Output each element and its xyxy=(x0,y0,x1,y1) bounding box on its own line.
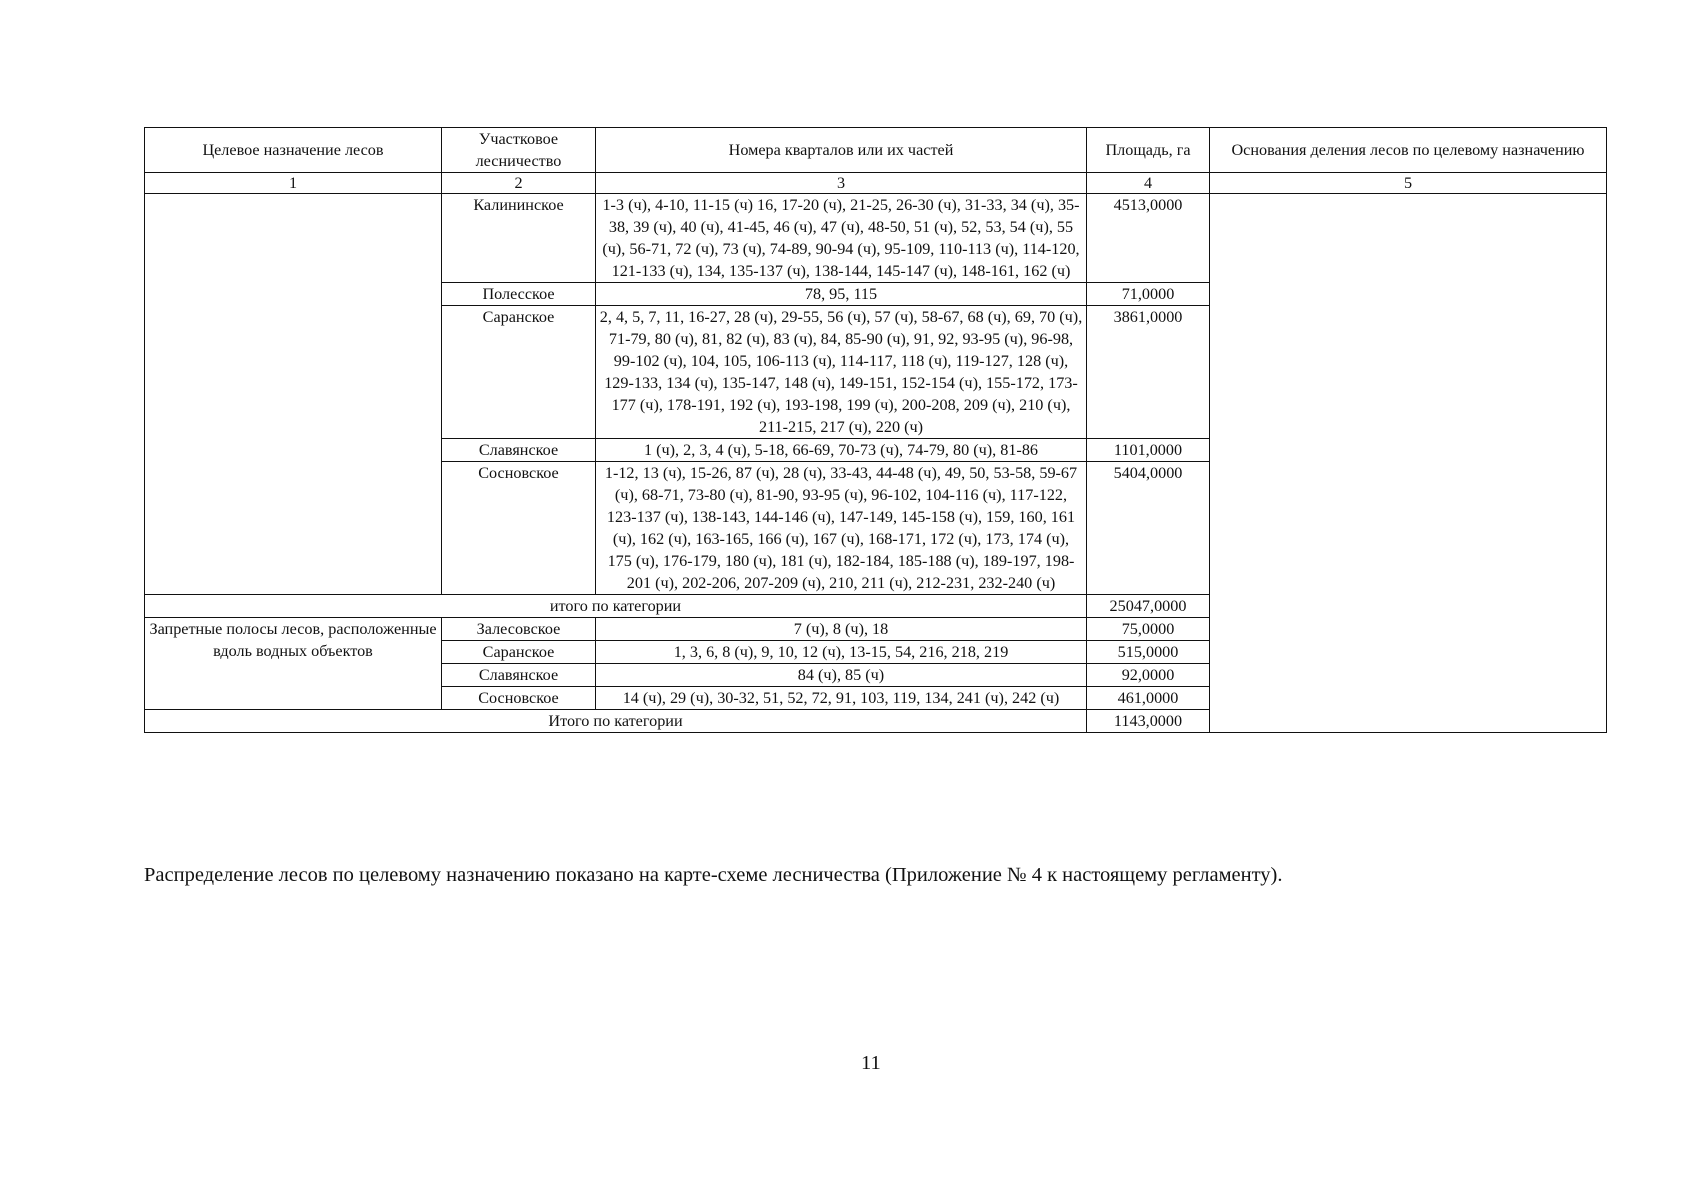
page-number: 11 xyxy=(861,1052,881,1074)
forestry-cell: Саранское xyxy=(442,306,596,439)
header-purpose: Целевое назначение лесов xyxy=(145,128,442,173)
header-forestry: Участковое лесничество xyxy=(442,128,596,173)
area-cell: 5404,0000 xyxy=(1087,462,1210,595)
column-number: 4 xyxy=(1087,173,1210,194)
quarters-cell: 78, 95, 115 xyxy=(596,283,1087,306)
area-cell: 515,0000 xyxy=(1087,641,1210,664)
forestry-cell: Калининское xyxy=(442,194,596,283)
header-area: Площадь, га xyxy=(1087,128,1210,173)
quarters-cell: 2, 4, 5, 7, 11, 16-27, 28 (ч), 29-55, 56 (ч), 57 (ч), 58-67, 68 (ч), 69, 70 (ч), 71-79, 80 (ч), 81, 82 (ч), 83 (ч), 84, 85-90 (ч), 91, 92, 93-95 (ч), 96-98, 99-102 (ч), 104, 105, 106-113 (ч), 114-117, 118 (ч), 119-127, 128 (ч), 129-133, 134 (ч), 135-147, 148 (ч), 149-151, 152-154 (ч), 155-172, 173-177 (ч), 178-191, 192 (ч), 193-198, 199 (ч), 200-208, 209 (ч), 210 (ч), 211-215, 217 (ч), 220 (ч) xyxy=(596,306,1087,439)
quarters-cell: 84 (ч), 85 (ч) xyxy=(596,664,1087,687)
forestry-cell: Сосновское xyxy=(442,687,596,710)
column-number-row xyxy=(145,173,1607,194)
quarters-cell: 1 (ч), 2, 3, 4 (ч), 5-18, 66-69, 70-73 (ч), 74-79, 80 (ч), 81-86 xyxy=(596,439,1087,462)
forestry-cell: Славянское xyxy=(442,664,596,687)
forestry-cell: Залесовское xyxy=(442,618,596,641)
total-area: 1143,0000 xyxy=(1087,710,1210,733)
area-cell: 4513,0000 xyxy=(1087,194,1210,283)
total-area: 25047,0000 xyxy=(1087,595,1210,618)
area-cell: 1101,0000 xyxy=(1087,439,1210,462)
header-row xyxy=(145,128,1607,173)
header-basis: Основания деления лесов по целевому назначению xyxy=(1210,128,1607,173)
quarters-cell: 1, 3, 6, 8 (ч), 9, 10, 12 (ч), 13-15, 54, 216, 218, 219 xyxy=(596,641,1087,664)
table-row xyxy=(145,194,1607,283)
column-number: 3 xyxy=(596,173,1087,194)
basis-cell xyxy=(1210,194,1607,733)
area-cell: 71,0000 xyxy=(1087,283,1210,306)
forest-purpose-table xyxy=(144,127,1607,733)
total-label: Итого по категории xyxy=(145,710,1087,733)
column-number: 2 xyxy=(442,173,596,194)
column-number: 1 xyxy=(145,173,442,194)
purpose-cell: Запретные полосы лесов, расположенные вдоль водных объектов xyxy=(145,618,442,710)
quarters-cell: 14 (ч), 29 (ч), 30-32, 51, 52, 72, 91, 103, 119, 134, 241 (ч), 242 (ч) xyxy=(596,687,1087,710)
forestry-cell: Полесское xyxy=(442,283,596,306)
column-number: 5 xyxy=(1210,173,1607,194)
quarters-cell: 1-3 (ч), 4-10, 11-15 (ч) 16, 17-20 (ч), 21-25, 26-30 (ч), 31-33, 34 (ч), 35-38, 39 (ч), 40 (ч), 41-45, 46 (ч), 47 (ч), 48-50, 51 (ч), 52, 53, 54 (ч), 55 (ч), 56-71, 72 (ч), 73 (ч), 74-89, 90-94 (ч), 95-109, 110-113 (ч), 114-120, 121-133 (ч), 134, 135-137 (ч), 138-144, 145-147 (ч), 148-161, 162 (ч) xyxy=(596,194,1087,283)
area-cell: 461,0000 xyxy=(1087,687,1210,710)
quarters-cell: 1-12, 13 (ч), 15-26, 87 (ч), 28 (ч), 33-43, 44-48 (ч), 49, 50, 53-58, 59-67 (ч), 68-71, 73-80 (ч), 81-90, 93-95 (ч), 96-102, 104-116 (ч), 117-122, 123-137 (ч), 138-143, 144-146 (ч), 147-149, 145-158 (ч), 159, 160, 161 (ч), 162 (ч), 163-165, 166 (ч), 167 (ч), 168-171, 172 (ч), 173, 174 (ч), 175 (ч), 176-179, 180 (ч), 181 (ч), 182-184, 185-188 (ч), 189-197, 198-201 (ч), 202-206, 207-209 (ч), 210, 211 (ч), 212-231, 232-240 (ч) xyxy=(596,462,1087,595)
forestry-cell: Славянское xyxy=(442,439,596,462)
area-cell: 75,0000 xyxy=(1087,618,1210,641)
area-cell: 92,0000 xyxy=(1087,664,1210,687)
purpose-cell-empty xyxy=(145,194,442,595)
forestry-cell: Саранское xyxy=(442,641,596,664)
total-label: итого по категории xyxy=(145,595,1087,618)
forestry-cell: Сосновское xyxy=(442,462,596,595)
quarters-cell: 7 (ч), 8 (ч), 18 xyxy=(596,618,1087,641)
header-quarters: Номера кварталов или их частей xyxy=(596,128,1087,173)
map-reference-note: Распределение лесов по целевому назначению показано на карте-схеме лесничества (Приложение № 4 к настоящему регламенту). xyxy=(144,864,1283,886)
area-cell: 3861,0000 xyxy=(1087,306,1210,439)
